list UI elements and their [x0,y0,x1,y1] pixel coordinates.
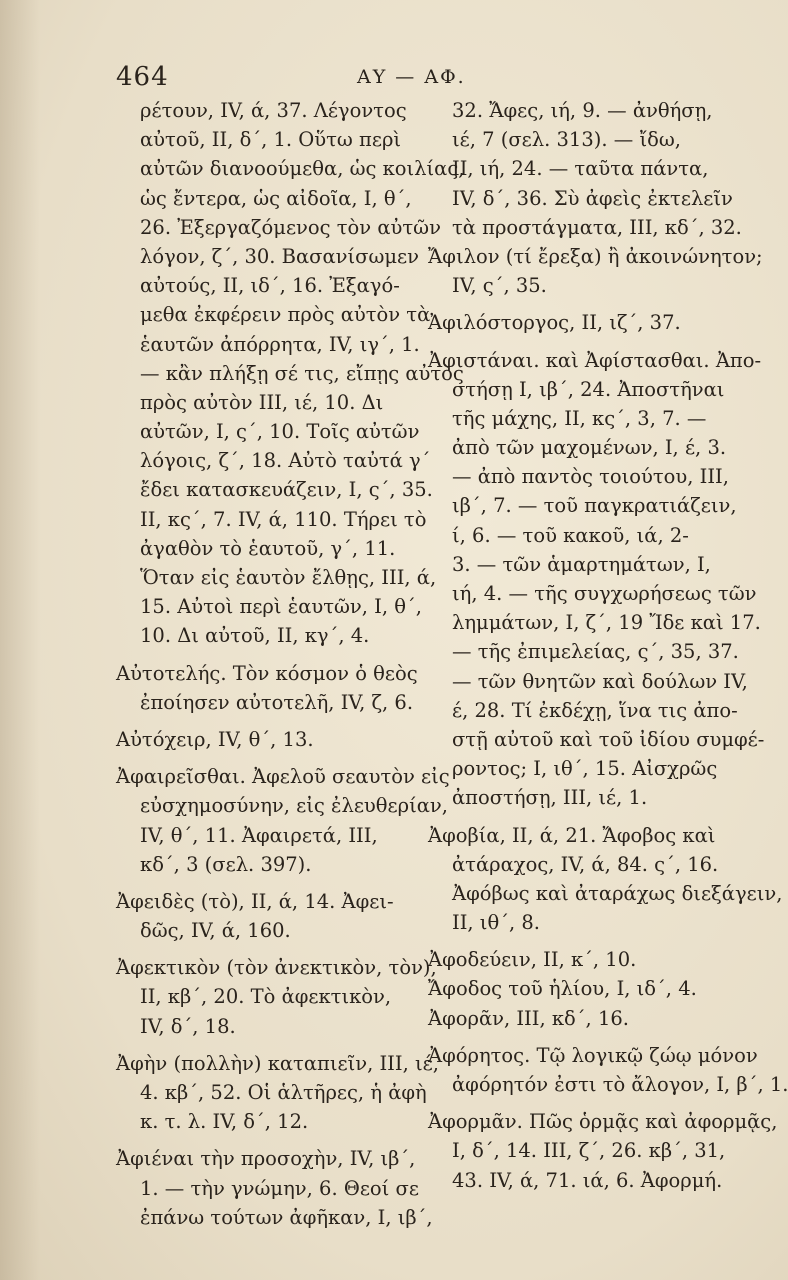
index-line: αὐτῶν, I, ς΄, 10. Τοῖς αὐτῶν [140,420,420,444]
index-line: IV, ς΄, 35. [452,274,547,298]
index-line: 43. IV, ά, 71. ιά, 6. Ἀφορμή. [452,1168,723,1192]
index-line: ἀτάραχος, IV, ά, 84. ς΄, 16. [452,852,719,876]
index-line: ιή, 4. — τῆς συγχωρήσεως τῶν [452,582,757,605]
index-line: — τῆς ἐπιμελείας, ς΄, 35, 37. [452,640,739,664]
index-line: Ἀφοβία, II, ά, 21. Ἄφοβος καὶ [428,823,716,847]
index-line: κδ΄, 3 (σελ. 397). [140,852,312,876]
index-line: Ἄφιλον (τί ἔρεξα) ἢ ἀκοινώνητον; [428,244,763,268]
index-line: ἔδει κατασκευάζειν, I, ς΄, 35. [140,478,433,502]
index-line: λημμάτων, I, ζ΄, 19 Ἴδε καὶ 17. [452,611,761,635]
index-line: II, ιή, 24. — ταῦτα πάντα, [452,157,709,181]
index-line: τῆς μάχης, II, κς΄, 3, 7. — [452,406,707,430]
index-line: λόγον, ζ΄, 30. Βασανίσωμεν [140,244,419,268]
index-line: Ἀφιλόστοργος, II, ιζ΄, 37. [428,311,681,335]
index-line: ἀγαθὸν τὸ ἑαυτοῦ, γ΄, 11. [140,536,396,560]
index-line: πρὸς αὐτὸν III, ιέ, 10. Δι [140,390,384,414]
index-line: Ἀφειδὲς (τὸ), II, ά, 14. Ἀφει- [116,889,394,913]
index-line: Ὅταν εἰς ἑαυτὸν ἔλθῃς, III, ά, [140,566,437,589]
index-line: Αὐτοτελής. Τὸν κόσμον ὁ θεὸς [116,661,418,685]
index-line: — κἂν πλήξῃ σέ τις, εἴπῃς αὐτὸς [140,361,464,385]
index-line: ὡς ἔντερα, ὡς αἰδοῖα, I, θ΄, [140,186,412,210]
index-line: ρέτουν, IV, ά, 37. Λέγοντος [140,99,407,122]
index-line: τὰ προστάγματα, III, κδ΄, 32. [452,215,742,239]
index-line: κ. τ. λ. IV, δ΄, 12. [140,1110,309,1134]
page-gutter-shadow [0,0,40,1280]
index-line: στῇ αὐτοῦ καὶ τοῦ ἰδίου συμφέ- [452,727,765,751]
index-line: 32. Ἄφες, ιή, 9. — ἀνθήσῃ, [452,99,713,122]
index-line: ροντος; I, ιθ΄, 15. Αἰσχρῶς [452,757,718,781]
index-line: ιέ, 7 (σελ. 313). — ἴδω, [452,128,681,152]
index-line: Ἀφεκτικὸν (τὸν ἀνεκτικὸν, τὸν), [116,956,437,980]
index-line: — ἀπὸ παντὸς τοιούτου, III, [452,465,729,489]
index-line: 3. — τῶν ἁμαρτημάτων, I, [452,552,711,576]
index-line: Ἀφιέναι τὴν προσοχὴν, IV, ιβ΄, [116,1147,416,1171]
index-line: λόγοις, ζ΄, 18. Αὐτὸ ταὐτά γ΄ [140,449,431,473]
page-header [0,62,761,96]
index-line: Ἀφορᾶν, III, κδ΄, 16. [428,1006,629,1030]
index-line: IV, δ΄, 36. Σὺ ἀφεὶς ἐκτελεῖν [452,186,733,210]
index-line: 15. Αὐτοὶ περὶ ἑαυτῶν, I, θ΄, [140,595,422,619]
index-line: ἐπάνω τούτων ἀφῆκαν, I, ιβ΄, [140,1205,433,1229]
index-line: IV, θ΄, 11. Ἀφαιρετά, III, [140,823,378,847]
index-line: ἀπὸ τῶν μαχομένων, I, έ, 3. [452,436,727,460]
index-line: αὐτοῦ, II, δ΄, 1. Οὕτω περὶ [140,128,402,152]
index-line: II, κς΄, 7. IV, ά, 110. Τήρει τὸ [140,507,427,531]
index-line: ί, 6. — τοῦ κακοῦ, ιά, 2- [452,523,689,547]
index-line: IV, δ΄, 18. [140,1014,236,1038]
index-line: ἀποστήσῃ, III, ιέ, 1. [452,786,648,810]
index-line: Ἀφιστάναι. καὶ Ἀφίστασθαι. Ἀπο- [428,348,762,372]
index-line: ἐποίησεν αὐτοτελῆ, IV, ζ, 6. [140,690,414,714]
index-line: 1. — τὴν γνώμην, 6. Θεοί σε [140,1176,419,1200]
index-line: Ἀφορμᾶν. Πῶς ὁρμᾷς καὶ ἀφορμᾷς, [428,1110,778,1134]
index-line: αὐτούς, II, ιδ΄, 16. Ἐξαγό- [140,274,400,298]
left-column [116,96,465,1232]
index-line: Ἀφοδεύειν, II, κ΄, 10. [428,948,637,972]
index-line: ἑαυτῶν ἀπόρρητα, IV, ιγ΄, 1. [140,332,420,356]
index-line: μεθα ἐκφέρειν πρὸς αὐτὸν τὰ [140,303,431,327]
index-line: II, ιθ΄, 8. [452,911,540,935]
index-line: Ἀφόρητος. Τῷ λογικῷ ζώῳ μόνον [428,1043,758,1067]
index-line: έ, 28. Τί ἐκδέχῃ, ἵνα τις ἀπο- [452,698,738,722]
index-line: Αὐτόχειρ, IV, θ΄, 13. [116,727,314,751]
index-line: αὐτῶν διανοούμεθα, ὡς κοιλίας, [140,157,465,181]
index-line: II, κβ΄, 20. Τὸ ἀφεκτικὸν, [140,985,392,1009]
index-line: Ἄφοδος τοῦ ἡλίου, I, ιδ΄, 4. [428,977,697,1001]
index-line: 10. Δι αὐτοῦ, II, κγ΄, 4. [140,624,370,648]
index-line: — τῶν θνητῶν καὶ δούλων IV, [452,669,748,693]
index-line: στήσῃ I, ιβ΄, 24. Ἀποστῆναι [452,377,725,401]
index-line: ιβ΄, 7. — τοῦ παγκρατιάζειν, [452,494,737,518]
index-line: εὐσχημοσύνην, εἰς ἐλευθερίαν, [140,794,448,818]
index-line: I, δ΄, 14. III, ζ΄, 26. κβ΄, 31, [452,1139,726,1163]
index-line: ἀφόρητόν ἐστι τὸ ἄλογον, I, β΄, 1. [452,1073,788,1096]
page-number: 464 [116,62,169,92]
index-line: δῶς, IV, ά, 160. [140,919,291,943]
index-line: 26. Ἐξεργαζόμενος τὸν αὐτῶν [140,215,441,239]
right-column [428,96,788,1195]
index-line: Ἀφὴν (πολλὴν) καταπιεῖν, III, ιέ, [116,1051,439,1075]
index-line: Ἀφόβως καὶ ἀταράχως διεξάγειν, [452,881,783,905]
running-head: ΑΥ — ΑΦ. [357,66,466,88]
index-line: 4. κβ΄, 52. Οἱ ἁλτῆρες, ἡ ἀφὴ [140,1081,427,1104]
index-line: Ἀφαιρεῖσθαι. Ἀφελοῦ σεαυτὸν εἰς [116,765,450,789]
